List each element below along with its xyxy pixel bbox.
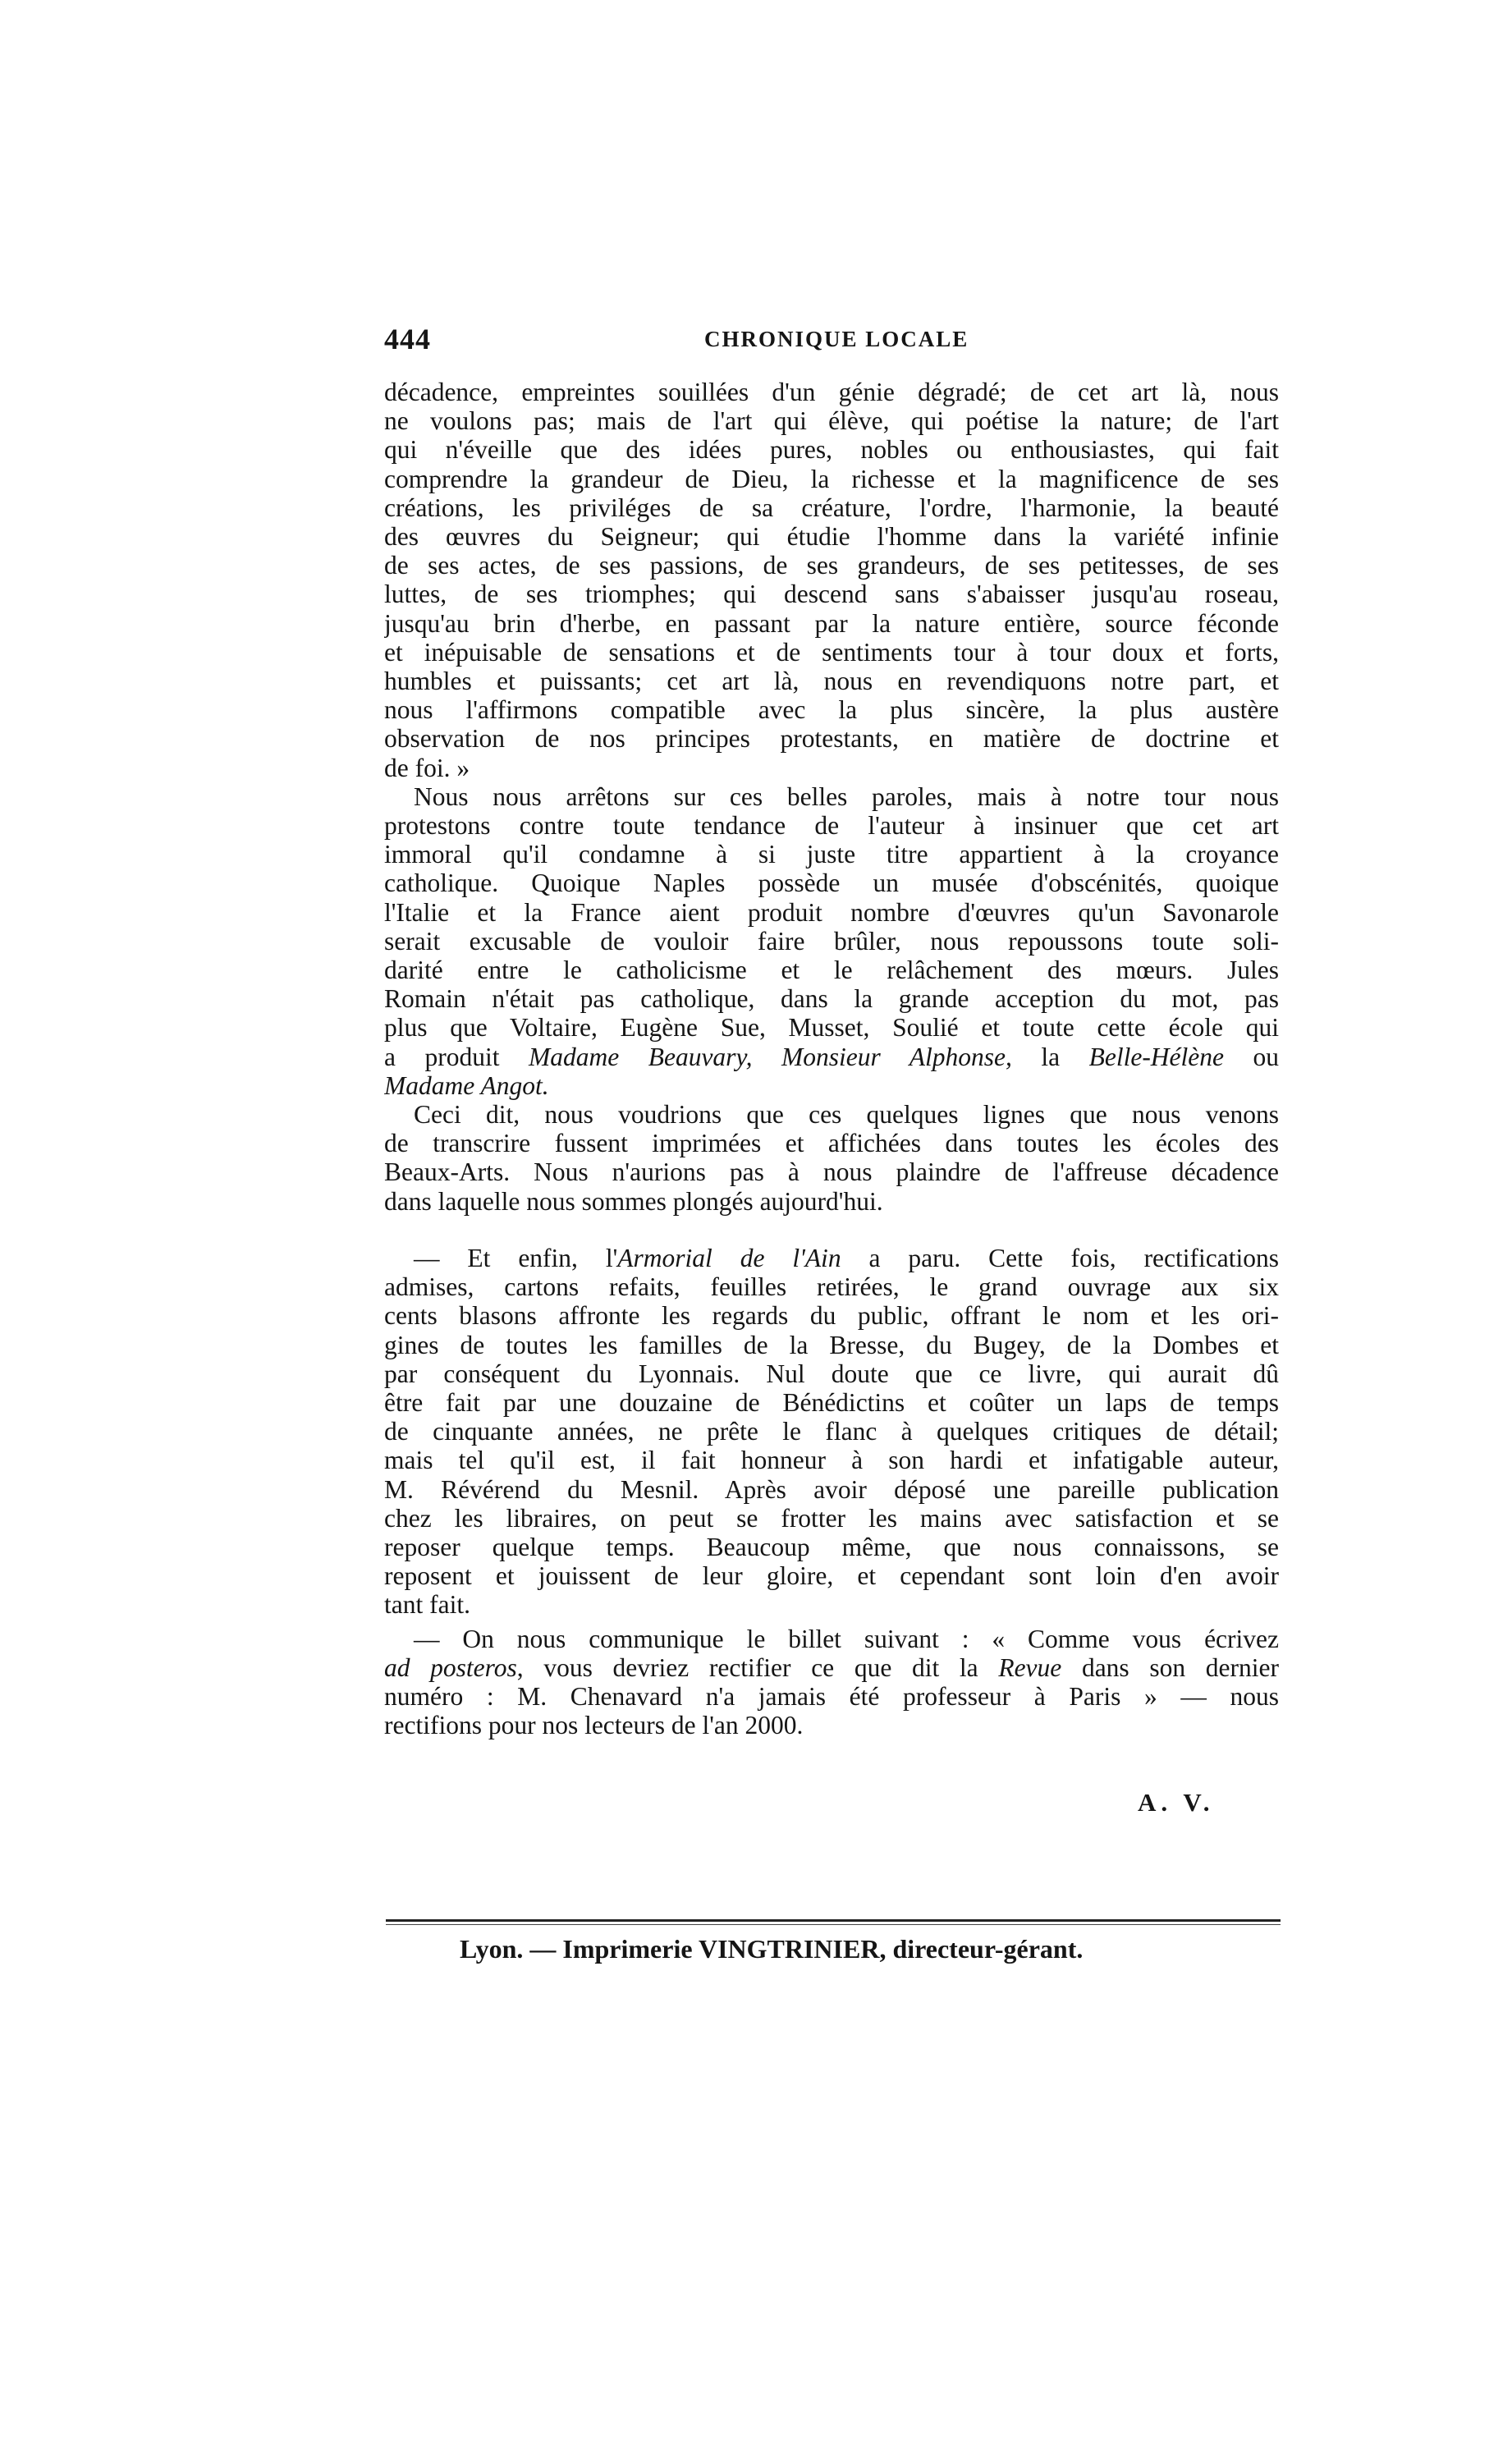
text-fragment: ou	[1224, 1042, 1279, 1071]
paragraph-1	[384, 378, 1279, 782]
text-line: gines de toutes les familles de la Bresse, du Bugey, de la Dombes et	[384, 1330, 1279, 1359]
text-line: de cinquante années, ne prête le flanc à quelques critiques de détail;	[384, 1417, 1279, 1446]
italic-title: Armorial de l'Ain	[617, 1243, 841, 1272]
text-line: de ses actes, de ses passions, de ses grandeurs, de ses petitesses, de ses	[384, 551, 1279, 580]
text-line: luttes, de ses triomphes; qui descend sans s'abaisser jusqu'au roseau,	[384, 580, 1279, 609]
text-line: l'Italie et la France aient produit nombre d'œuvres qu'un Savonarole	[384, 897, 1279, 927]
text-line: reposer quelque temps. Beaucoup même, que nous connaissons, se	[384, 1532, 1279, 1561]
text-fragment: dans son dernier	[1061, 1652, 1279, 1682]
text-line: Nous nous arrêtons sur ces belles paroles, mais à notre tour nous	[414, 781, 1279, 811]
text-line: serait excusable de vouloir faire brûler, nous repoussons toute soli-	[384, 926, 1279, 956]
text-line	[384, 1043, 1279, 1071]
paragraph-2	[384, 782, 1279, 1100]
author-signature: A. V.	[1138, 1788, 1215, 1817]
text-fragment: — Et enfin, l'	[414, 1243, 618, 1272]
text-line: observation de nos principes protestants, en matière de doctrine et	[384, 724, 1279, 754]
text-line: catholique. Quoique Naples possède un musée d'obscénités, quoique	[384, 869, 1279, 898]
text-line: ne voulons pas; mais de l'art qui élève, qui poétise la nature; de l'art	[384, 406, 1279, 436]
footer-rule-thin	[386, 1924, 1281, 1925]
text-fragment: a paru. Cette fois, rectifications	[841, 1243, 1279, 1272]
text-line: être fait par une douzaine de Bénédictins et coûter un laps de temps	[384, 1387, 1279, 1417]
italic-title: Revue	[998, 1652, 1062, 1682]
text-line: dans laquelle nous sommes plongés aujourd'hui.	[384, 1186, 883, 1216]
text-line: Ceci dit, nous voudrions que ces quelques lignes que nous venons	[414, 1100, 1279, 1130]
text-line: de transcrire fussent imprimées et affichées dans toutes les écoles des	[384, 1129, 1279, 1158]
text-line: — On nous communique le billet suivant : « Comme vous écrivez	[414, 1624, 1279, 1653]
text-line: qui n'éveille que des idées pures, nobles ou enthousiastes, qui fait	[384, 435, 1279, 465]
italic-title: Madame Angot.	[384, 1070, 549, 1100]
text-line: par conséquent du Lyonnais. Nul doute que ce livre, qui aurait dû	[384, 1359, 1279, 1388]
text-line: tant fait.	[384, 1590, 470, 1620]
running-head: CHRONIQUE LOCALE	[704, 327, 969, 351]
text-line: cents blasons affronte les regards du public, offrant le nom et les ori-	[384, 1301, 1279, 1331]
text-fragment: , vous devriez rectifier ce que dit la	[516, 1652, 999, 1682]
text-line: darité entre le catholicisme et le relâchement des mœurs. Jules	[384, 956, 1279, 985]
text-line: créations, les priviléges de sa créature, l'ordre, l'harmonie, la beauté	[384, 493, 1279, 522]
text-line: Romain n'était pas catholique, dans la grande acception du mot, pas	[384, 984, 1279, 1014]
text-line: rectifions pour nos lecteurs de l'an 2000.	[384, 1711, 804, 1740]
text-line: Beaux-Arts. Nous n'aurions pas à nous plaindre de l'affreuse décadence	[384, 1157, 1279, 1187]
text-fragment: a produit	[384, 1042, 529, 1071]
body-text	[384, 378, 1279, 1739]
text-line	[384, 1653, 1279, 1682]
italic-title: Belle-Hélène	[1088, 1042, 1224, 1071]
italic-title: ad posteros	[384, 1652, 517, 1682]
printer-imprint: Lyon. — Imprimerie VINGTRINIER, directeur-gérant.	[460, 1934, 1084, 1964]
page-number: 444	[384, 323, 431, 355]
italic-title: Madame Beauvary, Monsieur Alphonse,	[529, 1042, 1012, 1071]
text-line: plus que Voltaire, Eugène Sue, Musset, Soulié et toute cette école qui	[384, 1013, 1279, 1043]
text-line: chez les libraires, on peut se frotter les mains avec satisfaction et se	[384, 1503, 1279, 1533]
text-line: décadence, empreintes souillées d'un génie dégradé; de cet art là, nous	[384, 378, 1279, 406]
text-line: humbles et puissants; cet art là, nous en revendiquons notre part, et	[384, 667, 1279, 696]
footer-rule	[386, 1919, 1281, 1922]
text-line: reposent et jouissent de leur gloire, et cependant sont loin d'en avoir	[384, 1561, 1279, 1591]
text-line: admises, cartons refaits, feuilles retirées, le grand ouvrage aux six	[384, 1272, 1279, 1302]
text-line: des œuvres du Seigneur; qui étudie l'homme dans la variété infinie	[384, 522, 1279, 552]
text-line: de foi. »	[384, 753, 470, 782]
text-line: immoral qu'il condamne à si juste titre appartient à la croyance	[384, 840, 1279, 869]
text-line: M. Révérend du Mesnil. Après avoir déposé une pareille publication	[384, 1474, 1279, 1504]
text-line: nous l'affirmons compatible avec la plus sincère, la plus austère	[384, 695, 1279, 725]
text-line: et inépuisable de sensations et de sentiments tour à tour doux et forts,	[384, 637, 1279, 667]
text-line: jusqu'au brin d'herbe, en passant par la nature entière, source féconde	[384, 608, 1279, 638]
paragraph-5	[384, 1625, 1279, 1740]
page-header	[384, 322, 1279, 355]
text-line	[384, 1244, 1279, 1272]
text-line	[384, 1071, 1279, 1100]
text-line: protestons contre toute tendance de l'auteur à insinuer que cet art	[384, 811, 1279, 841]
paragraph-4	[384, 1244, 1279, 1620]
text-line: numéro : M. Chenavard n'a jamais été professeur à Paris » — nous	[384, 1681, 1279, 1711]
paragraph-3	[384, 1100, 1279, 1216]
text-fragment: la	[1011, 1042, 1089, 1071]
text-line: mais tel qu'il est, il fait honneur à son hardi et infatigable auteur,	[384, 1446, 1279, 1475]
text-line: comprendre la grandeur de Dieu, la richesse et la magnificence de ses	[384, 464, 1279, 493]
